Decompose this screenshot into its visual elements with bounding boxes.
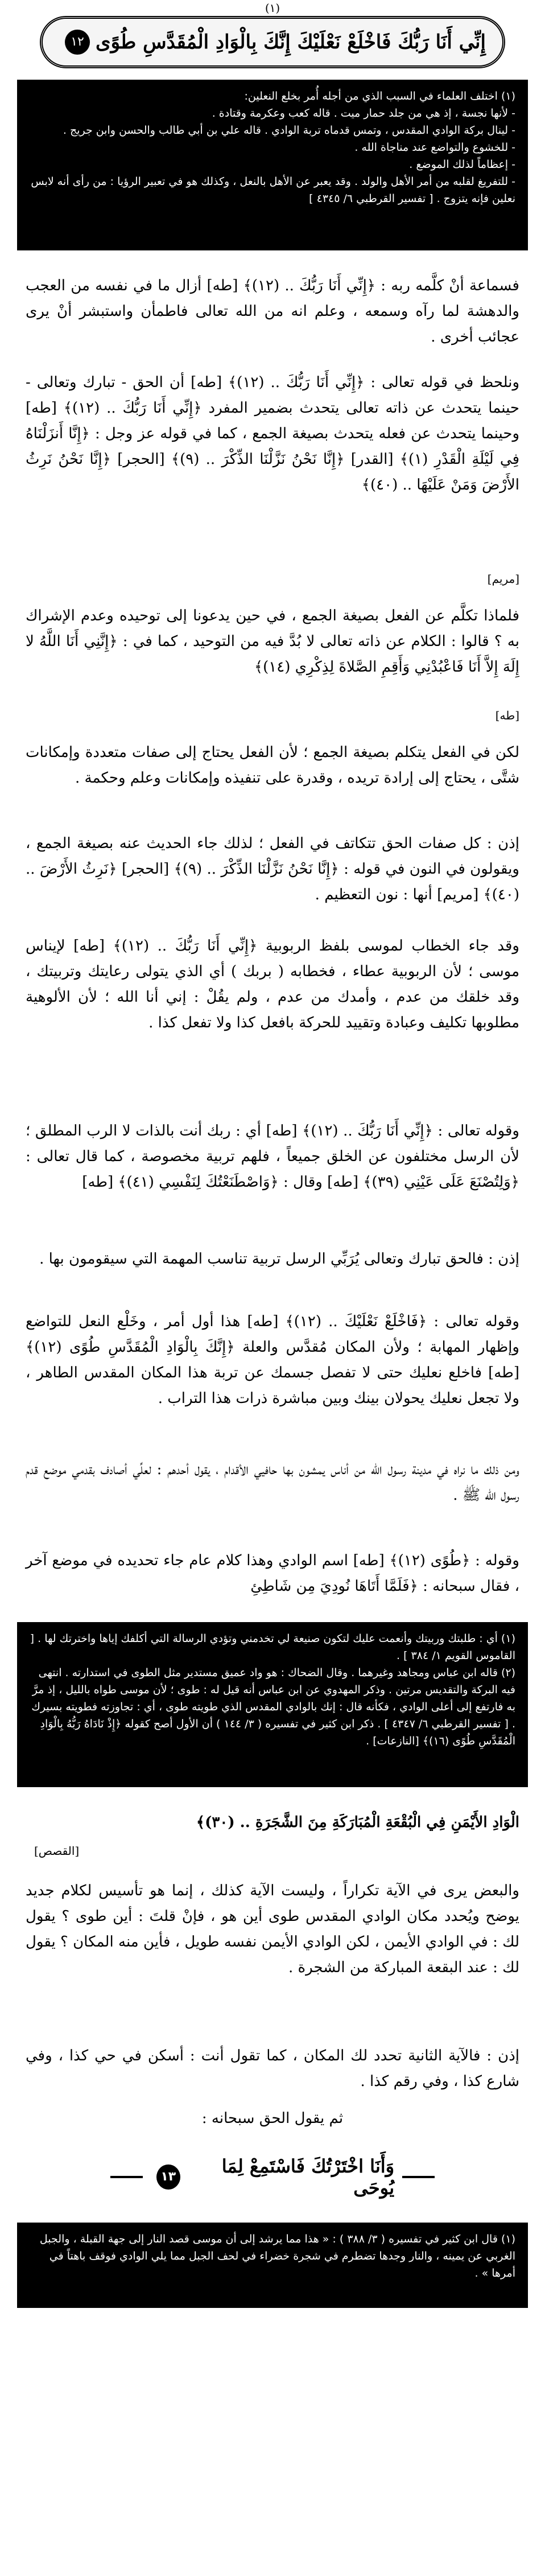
paragraph-5: إذن : كل صفات الحق تتكاتف في الفعل ؛ لذلك جاء الحديث عنه بصيغة الجمع ، ويقولون في النون في قوله : ﴿إِنَّا نَحْنُ نَزَّلْنَا الذِّكْرَ .. (٩)﴾ [الحجر] ﴿نَرِثُ الأَرْضَ .. (٤٠)﴾ [مريم] أنها : نون التعظيم . xyxy=(26,835,519,903)
ornament-verse-number: ١٣ xyxy=(156,2165,180,2190)
paragraph-13: إذن : فالآية الثانية تحدد لك المكان ، كما تقول أنت : أسكن في حي كذا ، وفي شارع كذا ، وفي رقم كذا . xyxy=(26,2047,519,2090)
verse-continuation: الْوَادِ الأَيْمَنِ فِي الْبُقْعَةِ الْمُبَارَكَةِ مِنَ الشَّجَرَةِ .. (٣٠)﴾ xyxy=(196,1814,519,1831)
footnote-line: - لينال بركة الوادي المقدس ، وتمس قدماه تربة الوادي . قاله علي بن أبي طالب والحسن وابن جريج . xyxy=(63,124,515,137)
footnote-line: - إعظاماً لذلك الموضع . xyxy=(409,158,515,171)
footnote-box-bottom xyxy=(17,2223,528,2308)
footnote-box-top xyxy=(17,80,528,250)
footnote-box-middle xyxy=(17,1622,528,1787)
paragraph-12: والبعض يرى في الآية تكراراً ، وليست الآية كذلك ، إنما هو تأسيس لكلام جديد يوضح ويُحدد مكان الوادي المقدس طوى أين هو ، فإنْ قلتَ : أين طوى ؟ يقول لك : في الوادي الأيمن ، لكن الوادي الأيمن نفسه طويل ، فأين منه المكان ؟ يقول لك : عند البقعة المباركة من الشجرة . xyxy=(26,1882,519,1976)
paragraph-9: وقوله تعالى : ﴿فَاخْلَعْ نَعْلَيْكَ .. (١٢)﴾ [طه] هذا أول أمر ، وخَلْع النعل للتواضع وإظهار المهابة ؛ ولأن المكان مُقدَّس والعلة ﴿إِنَّكَ بِالْوَادِ الْمُقَدَّسِ طُوًى (١٢)﴾ [طه] فاخلع نعليك حتى لا تفصل جسمك عن تربة هذا المكان المقدس الطاهر ، ولا تجعل نعليك يحولان بينك وبين مباشرة ذرات هذا التراب . xyxy=(26,1313,519,1407)
footnote-line: (١) قال ابن كثير في تفسيره ( ٣/ ٣٨٨ ) : « هذا مما يرشد إلى أن موسى قصد النار إلى جهة القبلة ، والجبل الغربي عن يمينه ، والنار وجدها تضطرم في شجرة خضراء في لحف الجبل مما يلي الوادي فوقف باهتاً في أمرها » . xyxy=(39,2233,515,2279)
verse-number-badge: ١٢ xyxy=(65,30,90,55)
footnote-line: (١) اختلف العلماء في السبب الذي من أجله أُمر بخلع النعلين: xyxy=(244,90,515,102)
paragraph-14: ثم يقول الحق سبحانه : xyxy=(201,2110,344,2127)
header-footnote-marker: (١) xyxy=(265,1,280,15)
ornament-verse-text: وَأَنَا اخْتَرْتُكَ فَاسْتَمِعْ لِمَا يُوحَى xyxy=(221,2155,395,2199)
surah-ref-qasas: [القصص] xyxy=(34,1844,80,1858)
paragraph-2: ونلحظ في قوله تعالى : ﴿إِنِّي أَنَا رَبُّكَ .. (١٢)﴾ [طه] أن الحق - تبارك وتعالى - حينما يتحدث عن ذاته تعالى يتحدث بضمير المفرد ﴿إِنِّي أَنَا رَبُّكَ .. (١٢)﴾ [طه] وحينما يتحدث عن فعله يتحدث بصيغة الجمع ، كما في قوله عز وجل : ﴿إِنَّا أَنزَلْنَاهُ فِي لَيْلَةِ الْقَدْرِ (١)﴾ [القدر] ﴿إِنَّا نَحْنُ نَزَّلْنَا الذِّكْرَ .. (٩)﴾ [الحجر] ﴿إِنَّا نَحْنُ نَرِثُ الأَرْضَ وَمَنْ عَلَيْهَا .. (٤٠)﴾ xyxy=(26,374,519,493)
surah-ref-maryam: [مريم] xyxy=(487,572,519,586)
paragraph-8: إذن : فالحق تبارك وتعالى يُرَبِّي الرسل تربية تناسب المهمة التي سيقومون بها . xyxy=(39,1250,519,1268)
verse-text: إِنِّي أَنَا رَبُّكَ فَاخْلَعْ نَعْلَيْكَ إِنَّكَ بِالْوَادِ الْمُقَدَّسِ طُوًى xyxy=(96,31,486,54)
paragraph-1: فسماعة أنْ كلَّمه ربه : ﴿إِنِّي أَنَا رَبُّكَ .. (١٢)﴾ [طه] أزال ما في نفسه من العجب والدهشة لما رآه وسمعه ، وعلم انه من الله تعالى فاطمأن واستبشر أنْ يرى عجائب أخرى . xyxy=(26,277,519,345)
verse-ornament xyxy=(102,2157,443,2197)
paragraph-10: ومن ذلك ما نراه في مدينة رسول الله من أناس يمشون بها حافيي الأقدام ، يقول أحدهم : لعلِّي أصادف بقدمي موضع قدم رسول الله ﷺ . xyxy=(26,1461,519,1504)
paragraph-3: فلماذا تكلَّم عن الفعل بصيغة الجمع ، في حين يدعونا إلى توحيده وعدم الإشراك به ؟ قالوا : الكلام عن ذاته تعالى لا بُدَّ فيه من التوحيد ، كما في : ﴿إِنَّنِي أَنَا اللَّهُ لا إِلَهَ إِلاَّ أَنَا فَاعْبُدْنِي وَأَقِمِ الصَّلاةَ لِذِكْرِي (١٤)﴾ xyxy=(26,607,519,676)
verse-banner xyxy=(40,16,505,68)
footnote-line: (٢) قاله ابن عباس ومجاهد وغيرهما . وقال الضحاك : هو واد عميق مستدير مثل الطوى في استدارته . انتهى فيه البركة والتقديس مرتين . وذكر المهدوي عن ابن عباس أنه قيل له : طوى ؛ لأن موسى طواه بالليل ، إذ مرَّ به فارتفع إلى أعلى الوادي ، فكأنه قال : إنك بالوادي المقدس الذي طويته طوى ، أي : تجاوزته فطويته بسيرك . [ تفسير القرطبي ٦/ ٤٣٤٧ ] . ذكر ابن كثير في تفسيره ( ٣/ ١٤٤ ) أن الأول أصح كقوله ﴿إِذْ نَادَاهُ رَبُّهُ بِالْوَادِ الْمُقَدَّسِ طُوًى (١٦)﴾ [النازعات] . xyxy=(31,1666,515,1747)
surah-ref-taha: [طه] xyxy=(495,709,519,722)
footnote-line: - للخشوع والتواضع عند مناجاة الله . xyxy=(354,141,515,154)
paragraph-11: وقوله : ﴿طُوًى (١٢)﴾ [طه] اسم الوادي وهذا كلام عام جاء تحديده في موضع آخر ، فقال سبحانه : ﴿فَلَمَّا أَتَاهَا نُودِيَ مِن شَاطِئِ xyxy=(26,1552,519,1595)
footnote-line: - لأنها نجسة ، إذ هي من جلد حمار ميت . قاله كعب وعكرمة وقتادة . xyxy=(212,107,515,120)
paragraph-7: وقوله تعالى : ﴿إِنِّي أَنَا رَبُّكَ .. (١٢)﴾ [طه] أي : ربك أنت بالذات لا الرب المطلق ؛ لأن الرسل مختلفون عن الخلق جميعاً ، فلهم تربية مخصوصة ، كما قال تعالى : ﴿وَلِتُصْنَعَ عَلَى عَيْنِي (٣٩)﴾ [طه] وقال : ﴿وَاصْطَنَعْتُكَ لِنَفْسِي (٤١)﴾ [طه] xyxy=(26,1122,519,1191)
footnote-line: - للتفريغ لقلبه من أمر الأهل والولد . وقد يعبر عن الأهل بالنعل ، وكذلك هو في تعبير الرؤيا : من رأى أنه لابس نعلين فإنه يتزوج . [ تفسير القرطبي ٦/ ٤٣٤٥ ] xyxy=(31,175,515,205)
paragraph-6: وقد جاء الخطاب لموسى بلفظ الربوبية ﴿إِنِّي أَنَا رَبُّكَ .. (١٢)﴾ [طه] لإيناس موسى ؛ لأن الربوبية عطاء ، فخطابه ( بربك ) أي الذي يتولى رعايتك وتربيتك ، وقد خلقك من عدم ، وأمدك من عدم ، ولم يقُلْ : إني أنا الله ؛ لأن الألوهية مطلوبها تكليف وعبادة وتقييد للحركة بافعل كذا ولا تفعل كذا . xyxy=(26,937,519,1031)
paragraph-4: لكن في الفعل يتكلم بصيغة الجمع ؛ لأن الفعل يحتاج إلى صفات متعددة وإمكانات شتَّى ، يحتاج إلى إرادة تريده ، وقدرة على تنفيذه وإمكانات وعلم وحكمة . xyxy=(26,744,519,787)
footnote-line: (١) أي : طلبتك وربيتك وأنعمت عليك لتكون صنيعة لي تخدمني وتؤدي الرسالة التي أكلفك إياها واخترتك لها . [ القاموس القويم ١/ ٣٨٤ ] . xyxy=(30,1632,515,1662)
